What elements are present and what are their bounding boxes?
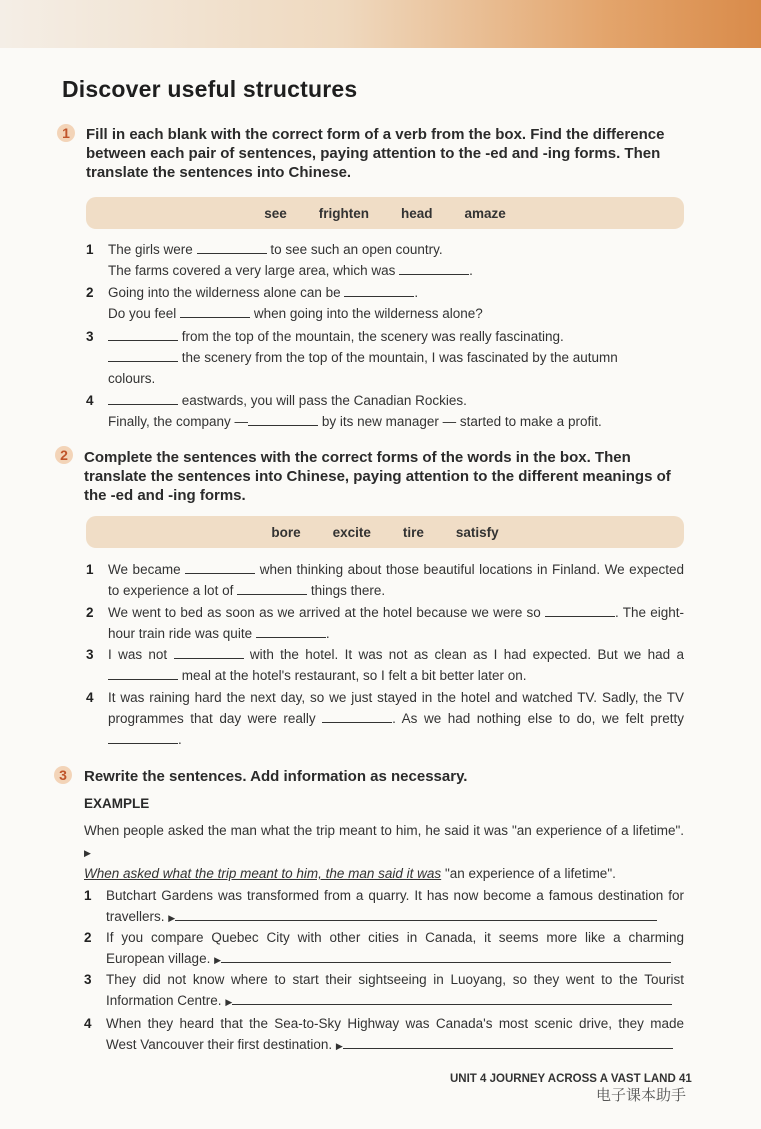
answer-blank[interactable] bbox=[108, 392, 178, 405]
word: tire bbox=[402, 524, 424, 540]
section-1-number: 1 bbox=[57, 124, 75, 142]
item-number: 3 bbox=[84, 972, 92, 987]
list-item: 2 Going into the wilderness alone can be . Do you feel when going into the wilderness alone? bbox=[86, 282, 684, 324]
answer-blank[interactable] bbox=[197, 241, 267, 254]
list-item: 1 The girls were to see such an open country. The farms covered a very large area, which was . bbox=[86, 239, 684, 281]
item-number: 4 bbox=[84, 1016, 92, 1031]
word: bore bbox=[271, 524, 301, 540]
answer-blank[interactable] bbox=[237, 582, 307, 595]
item-number: 1 bbox=[84, 888, 92, 903]
answer-line[interactable] bbox=[175, 908, 657, 921]
section-1-title: Fill in each blank with the correct form of a verb from the box. Find the difference between each pair of sentences, paying attention to the -ed and -ing forms. Then translate the sentences into Chinese. bbox=[86, 126, 665, 181]
word: head bbox=[400, 205, 433, 221]
item-number: 2 bbox=[86, 605, 94, 620]
answer-line[interactable] bbox=[343, 1036, 673, 1049]
arrow-icon: ▶ bbox=[225, 997, 233, 1007]
word: excite bbox=[332, 524, 371, 540]
answer-blank[interactable] bbox=[545, 604, 615, 617]
section-2-number: 2 bbox=[55, 446, 73, 464]
item-number: 3 bbox=[86, 647, 94, 662]
answer-blank[interactable] bbox=[108, 731, 178, 744]
answer-blank[interactable] bbox=[256, 625, 326, 638]
section-2-title: Complete the sentences with the correct forms of the words in the box. Then translate the sentences into Chinese, paying attention to the different meanings of the -ed and -ing forms. bbox=[84, 449, 671, 504]
word: see bbox=[264, 205, 287, 221]
item-number: 2 bbox=[84, 930, 92, 945]
answer-blank[interactable] bbox=[108, 667, 178, 680]
example-label: EXAMPLE bbox=[84, 796, 150, 811]
list-item: 4 It was raining hard the next day, so we just stayed in the hotel and watched TV. Sadly, the TV programmes that day were really . As we had nothing else to do, we felt pretty . bbox=[86, 687, 684, 750]
list-item: 2 We went to bed as soon as we arrived at the hotel because we were so . The eight-hour train ride was quite . bbox=[86, 602, 684, 644]
item-number: 4 bbox=[86, 690, 94, 705]
arrow-icon: ▶ bbox=[168, 913, 176, 923]
section-1-word-box bbox=[86, 197, 684, 229]
item-number: 3 bbox=[86, 329, 94, 344]
answer-blank[interactable] bbox=[399, 262, 469, 275]
list-item: 3 from the top of the mountain, the scenery was really fascinating. the scenery from the top of the mountain, I was fascinated by the autumn colours. bbox=[86, 326, 684, 389]
answer-blank[interactable] bbox=[174, 646, 244, 659]
word: amaze bbox=[464, 205, 506, 221]
page-footer: UNIT 4 JOURNEY ACROSS A VAST LAND 41 bbox=[450, 1073, 692, 1085]
answer-blank[interactable] bbox=[185, 561, 255, 574]
list-item: 2 If you compare Quebec City with other cities in Canada, it seems more like a charming European village. ▶ bbox=[84, 927, 684, 971]
example-question: When people asked the man what the trip meant to him, he said it was "an experience of a lifetime". ▶ bbox=[84, 823, 684, 858]
item-number: 1 bbox=[86, 562, 94, 577]
word: frighten bbox=[318, 205, 369, 221]
arrow-icon: ▶ bbox=[335, 1041, 343, 1051]
watermark: 电子课本助手 bbox=[596, 1087, 687, 1104]
example-answer: When asked what the trip meant to him, the man said it was "an experience of a lifetime". bbox=[84, 866, 616, 881]
section-3-number: 3 bbox=[54, 766, 72, 784]
item-number: 1 bbox=[86, 242, 94, 257]
top-color-band bbox=[0, 0, 761, 48]
list-item: 1 Butchart Gardens was transformed from a quarry. It has now become a famous destination for travellers. ▶ bbox=[84, 885, 684, 929]
answer-blank[interactable] bbox=[344, 284, 414, 297]
arrow-icon: ▶ bbox=[214, 955, 222, 965]
answer-line[interactable] bbox=[232, 992, 672, 1005]
answer-blank[interactable] bbox=[108, 328, 178, 341]
answer-blank[interactable] bbox=[248, 413, 318, 426]
list-item: 4 When they heard that the Sea-to-Sky Highway was Canada's most scenic drive, they made West Vancouver their first destination. ▶ bbox=[84, 1013, 684, 1057]
word: satisfy bbox=[455, 524, 499, 540]
list-item: 3 I was not with the hotel. It was not as clean as I had expected. But we had a meal at the hotel's restaurant, so I felt a bit better later on. bbox=[86, 644, 684, 686]
answer-line[interactable] bbox=[221, 950, 671, 963]
item-number: 4 bbox=[86, 393, 94, 408]
answer-blank[interactable] bbox=[322, 710, 392, 723]
section-2-word-box bbox=[86, 516, 684, 548]
page-title: Discover useful structures bbox=[62, 76, 358, 102]
list-item: 1 We became when thinking about those beautiful locations in Finland. We expected to experience a lot of things there. bbox=[86, 559, 684, 601]
list-item: 3 They did not know where to start their sightseeing in Luoyang, so they went to the Tourist Information Centre. ▶ bbox=[84, 969, 684, 1013]
answer-blank[interactable] bbox=[180, 305, 250, 318]
answer-blank[interactable] bbox=[108, 349, 178, 362]
item-number: 2 bbox=[86, 285, 94, 300]
list-item: 4 eastwards, you will pass the Canadian Rockies. Finally, the company — by its new manager — started to make a profit. bbox=[86, 390, 684, 432]
arrow-icon: ▶ bbox=[84, 848, 91, 858]
section-3-title: Rewrite the sentences. Add information as necessary. bbox=[84, 768, 468, 785]
